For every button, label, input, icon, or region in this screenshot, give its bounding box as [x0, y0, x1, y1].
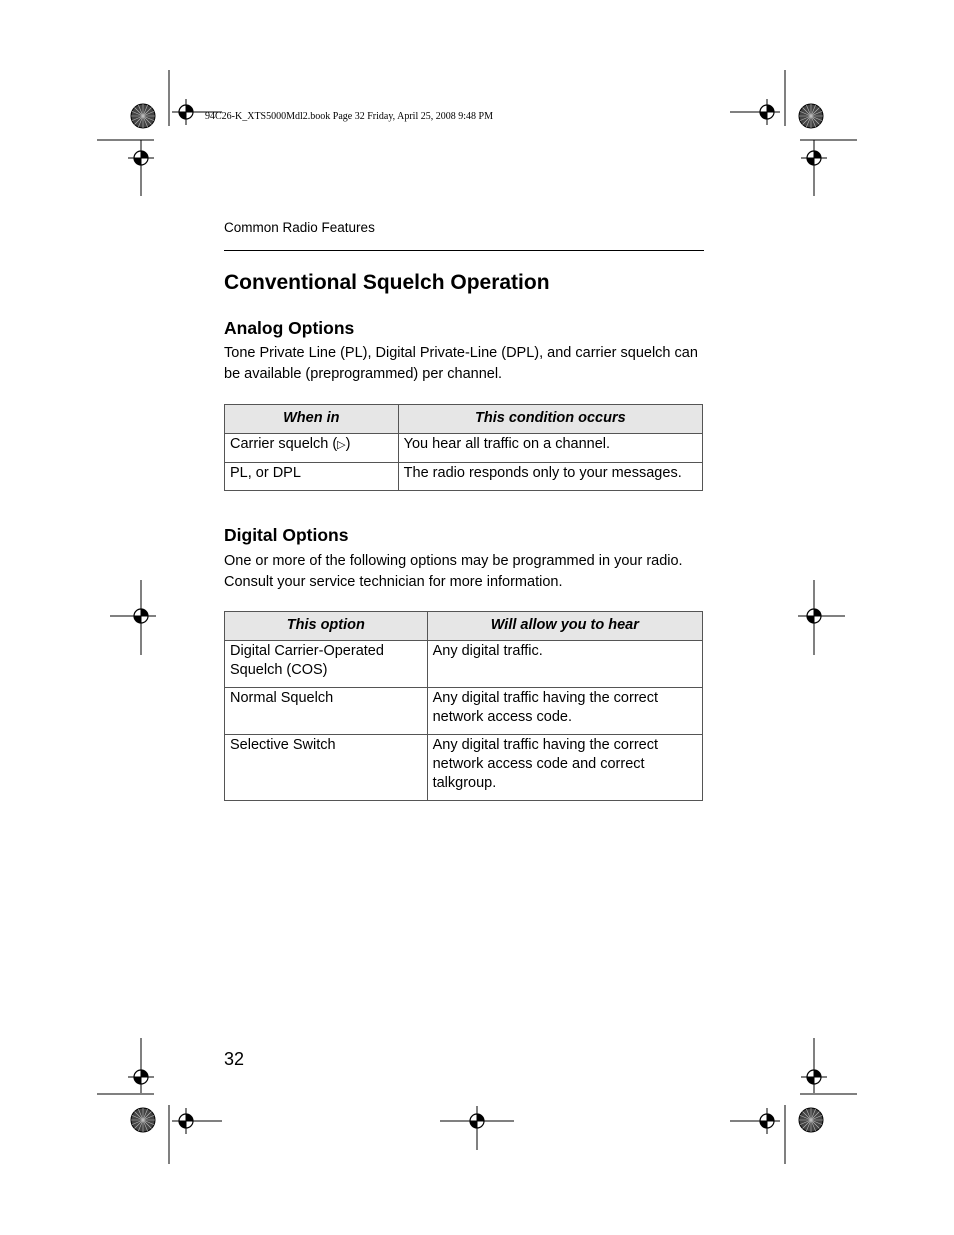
table-row — [225, 641, 703, 688]
digital-options-intro: One or more of the following options may be programmed in your radio. Consult your service technician for more information. — [224, 553, 683, 590]
table-cell: The radio responds only to your messages. — [398, 463, 702, 491]
table-header-row — [225, 612, 703, 641]
table-row — [225, 434, 703, 463]
table-cell: Any digital traffic having the correct network access code. — [427, 688, 702, 735]
table-cell: PL, or DPL — [225, 463, 399, 491]
table-cell: Digital Carrier-Operated Squelch (COS) — [225, 641, 428, 688]
analog-options-table — [224, 404, 703, 491]
header-rule — [224, 250, 704, 251]
digital-options-table — [224, 611, 703, 801]
table-cell: Any digital traffic. — [427, 641, 702, 688]
table-row — [225, 463, 703, 491]
page-title: Conventional Squelch Operation — [224, 271, 550, 294]
table-cell: Normal Squelch — [225, 688, 428, 735]
table-row — [225, 735, 703, 801]
table-cell: Selective Switch — [225, 735, 428, 801]
column-header: Will allow you to hear — [427, 612, 702, 641]
table-cell: You hear all traffic on a channel. — [398, 434, 702, 463]
running-header: Common Radio Features — [224, 220, 375, 235]
column-header: When in — [225, 405, 399, 434]
table-header-row — [225, 405, 703, 434]
print-slug-line: 94C26-K_XTS5000Mdl2.book Page 32 Friday, April 25, 2008 9:48 PM — [205, 111, 493, 122]
analog-options-heading: Analog Options — [224, 318, 355, 338]
table-row — [225, 688, 703, 735]
table-cell: Carrier squelch (▷) — [225, 434, 399, 463]
page-number: 32 — [224, 1049, 245, 1069]
column-header: This option — [225, 612, 428, 641]
table-cell: Any digital traffic having the correct network access code and correct talkgroup. — [427, 735, 702, 801]
carrier-squelch-icon: ▷ — [337, 439, 346, 451]
digital-options-heading: Digital Options — [224, 525, 349, 545]
analog-options-intro: Tone Private Line (PL), Digital Private-Line (DPL), and carrier squelch can be available (preprogrammed) per channel. — [224, 345, 698, 382]
column-header: This condition occurs — [398, 405, 702, 434]
